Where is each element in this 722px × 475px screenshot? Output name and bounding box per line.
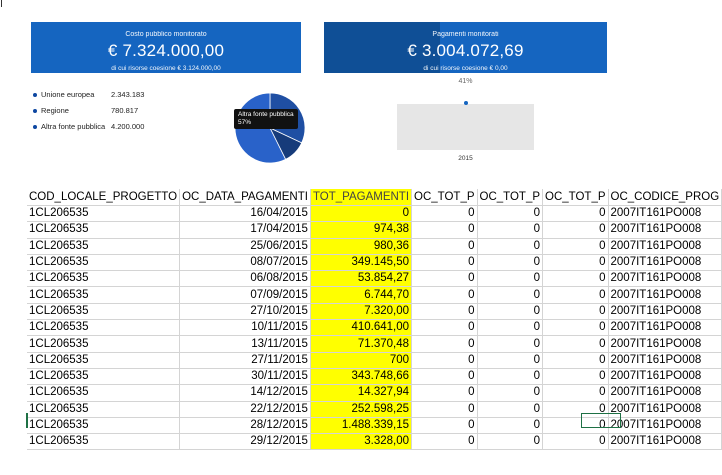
- payments-card-value: € 3.004.072,69: [407, 41, 524, 60]
- table-cell[interactable]: 0: [543, 271, 609, 287]
- column-header[interactable]: TOT_PAGAMENTI: [310, 189, 411, 206]
- payments-card: [324, 22, 607, 73]
- table-cell[interactable]: 700: [310, 352, 411, 368]
- table-cell[interactable]: 0: [477, 434, 543, 450]
- table-cell[interactable]: 0: [477, 336, 543, 352]
- payments-year-plot-area: [397, 104, 534, 150]
- table-cell[interactable]: 2007IT161PO008: [608, 401, 722, 417]
- table-row: [27, 222, 722, 238]
- table-cell[interactable]: 3.328,00: [310, 434, 411, 450]
- table-row: [27, 206, 722, 222]
- cost-card-title: Costo pubblico monitorato: [125, 31, 207, 38]
- tooltip-percent: 57%: [238, 119, 252, 126]
- pie-tooltip: [234, 109, 298, 129]
- table-cell[interactable]: 349.145,50: [310, 254, 411, 270]
- table-cell[interactable]: 10/11/2015: [180, 320, 311, 336]
- table-cell[interactable]: 0: [543, 320, 609, 336]
- table-cell[interactable]: 07/09/2015: [180, 287, 311, 303]
- table-cell[interactable]: 1CL206535: [27, 336, 180, 352]
- table-cell[interactable]: 0: [543, 434, 609, 450]
- column-header[interactable]: OC_CODICE_PROG: [608, 189, 722, 206]
- column-header[interactable]: OC_TOT_P: [477, 189, 543, 206]
- table-cell[interactable]: 1CL206535: [27, 368, 180, 384]
- table-cell[interactable]: 7.320,00: [310, 303, 411, 319]
- table-cell[interactable]: 1CL206535: [27, 417, 180, 433]
- legend-value: 2.343.183: [111, 90, 145, 99]
- table-cell[interactable]: 1CL206535: [27, 206, 180, 222]
- table-row: [27, 336, 722, 352]
- table-cell[interactable]: 0: [412, 352, 478, 368]
- payments-year-point[interactable]: [464, 101, 468, 105]
- payments-spreadsheet: [27, 189, 722, 450]
- row-marker: [26, 413, 28, 428]
- payments-percent: 41%: [458, 78, 473, 85]
- table-cell[interactable]: 0: [543, 238, 609, 254]
- table-cell[interactable]: 0: [477, 320, 543, 336]
- table-cell[interactable]: 2007IT161PO008: [608, 385, 722, 401]
- table-cell[interactable]: 0: [412, 417, 478, 433]
- table-row: [27, 368, 722, 384]
- table-cell[interactable]: 2007IT161PO008: [608, 222, 722, 238]
- table-cell[interactable]: 2007IT161PO008: [608, 417, 722, 433]
- table-cell[interactable]: 0: [543, 303, 609, 319]
- table-cell[interactable]: 0: [543, 385, 609, 401]
- table-cell[interactable]: 29/12/2015: [180, 434, 311, 450]
- table-cell[interactable]: 1CL206535: [27, 222, 180, 238]
- table-row: [27, 254, 722, 270]
- table-cell[interactable]: 0: [412, 287, 478, 303]
- cost-card-subtitle: di cui risorse coesione € 3.124.000,00: [111, 65, 221, 72]
- table-cell[interactable]: 6.744,70: [310, 287, 411, 303]
- table-cell[interactable]: 0: [412, 336, 478, 352]
- table-cell[interactable]: 252.598,25: [310, 401, 411, 417]
- table-cell[interactable]: 2007IT161PO008: [608, 434, 722, 450]
- payments-card-title: Pagamenti monitorati: [432, 31, 499, 38]
- table-cell[interactable]: 0: [477, 385, 543, 401]
- table-cell[interactable]: 0: [477, 417, 543, 433]
- table-cell[interactable]: 14/12/2015: [180, 385, 311, 401]
- table-cell[interactable]: 0: [477, 368, 543, 384]
- table-cell[interactable]: 0: [543, 368, 609, 384]
- table-cell[interactable]: 0: [477, 254, 543, 270]
- table-cell[interactable]: 1CL206535: [27, 287, 180, 303]
- legend-dot-icon: [33, 93, 37, 97]
- table-cell[interactable]: 25/06/2015: [180, 238, 311, 254]
- table-row: [27, 287, 722, 303]
- table-cell[interactable]: 1CL206535: [27, 352, 180, 368]
- table-cell[interactable]: 1.488.339,15: [310, 417, 411, 433]
- table-cell[interactable]: 53.854,27: [310, 271, 411, 287]
- table-cell[interactable]: 2007IT161PO008: [608, 336, 722, 352]
- table-cell[interactable]: 2007IT161PO008: [608, 254, 722, 270]
- header-row: [27, 189, 722, 206]
- table-row: [27, 352, 722, 368]
- table-cell[interactable]: 2007IT161PO008: [608, 287, 722, 303]
- table-cell[interactable]: 0: [543, 352, 609, 368]
- table-cell[interactable]: 0: [412, 385, 478, 401]
- table-cell[interactable]: 27/11/2015: [180, 352, 311, 368]
- table-cell[interactable]: 17/04/2015: [180, 222, 311, 238]
- table-row: [27, 238, 722, 254]
- table-cell[interactable]: 0: [412, 320, 478, 336]
- table-cell[interactable]: 2007IT161PO008: [608, 238, 722, 254]
- table-cell[interactable]: 2007IT161PO008: [608, 271, 722, 287]
- legend-dot-icon: [33, 109, 37, 113]
- table-cell[interactable]: 0: [477, 401, 543, 417]
- table-cell[interactable]: 0: [412, 222, 478, 238]
- table-row: [27, 320, 722, 336]
- column-header[interactable]: OC_DATA_PAGAMENTI: [180, 189, 311, 206]
- table-cell[interactable]: 22/12/2015: [180, 401, 311, 417]
- table-cell[interactable]: 2007IT161PO008: [608, 206, 722, 222]
- table-cell[interactable]: 27/10/2015: [180, 303, 311, 319]
- table-cell[interactable]: 1CL206535: [27, 401, 180, 417]
- table-cell[interactable]: 2007IT161PO008: [608, 352, 722, 368]
- table-cell[interactable]: 343.748,66: [310, 368, 411, 384]
- cost-card-value: € 7.324.000,00: [107, 41, 225, 60]
- column-header[interactable]: OC_TOT_P: [412, 189, 478, 206]
- table-cell[interactable]: 410.641,00: [310, 320, 411, 336]
- table-cell[interactable]: 1CL206535: [27, 271, 180, 287]
- table-cell[interactable]: 0: [477, 238, 543, 254]
- table-cell[interactable]: 0: [543, 401, 609, 417]
- table-cell[interactable]: 16/04/2015: [180, 206, 311, 222]
- payments-card-subtitle: di cui risorse coesione € 0,00: [423, 65, 508, 72]
- table-cell[interactable]: 30/11/2015: [180, 368, 311, 384]
- table-cell[interactable]: 14.327,94: [310, 385, 411, 401]
- table-cell[interactable]: 0: [543, 417, 609, 433]
- legend-value: 780.817: [111, 106, 139, 115]
- table-cell[interactable]: 1CL206535: [27, 320, 180, 336]
- table-row: [27, 385, 722, 401]
- table-cell[interactable]: 0: [543, 254, 609, 270]
- table-cell[interactable]: 0: [543, 206, 609, 222]
- table-row: [27, 434, 722, 450]
- column-header[interactable]: COD_LOCALE_PROGETTO: [27, 189, 180, 206]
- table-cell[interactable]: 0: [477, 352, 543, 368]
- text-cursor: [1, 0, 2, 7]
- tooltip-label: Altra fonte pubblica: [238, 111, 294, 118]
- selected-cell[interactable]: [581, 413, 621, 428]
- table-cell[interactable]: 0: [412, 238, 478, 254]
- table-cell[interactable]: 0: [412, 401, 478, 417]
- table-cell[interactable]: 0: [412, 303, 478, 319]
- table-cell[interactable]: 1CL206535: [27, 303, 180, 319]
- legend-label: Regione: [41, 106, 69, 115]
- column-header[interactable]: OC_TOT_P: [543, 189, 609, 206]
- legend-dot-icon: [33, 125, 37, 129]
- table-cell[interactable]: 13/11/2015: [180, 336, 311, 352]
- table-cell[interactable]: 0: [412, 434, 478, 450]
- year-tick-label: 2015: [458, 155, 473, 162]
- table-row: [27, 271, 722, 287]
- table-cell[interactable]: 0: [310, 206, 411, 222]
- table-cell[interactable]: 08/07/2015: [180, 254, 311, 270]
- table-cell[interactable]: 1CL206535: [27, 254, 180, 270]
- table-cell[interactable]: 974,38: [310, 222, 411, 238]
- legend-label: Altra fonte pubblica: [41, 122, 106, 131]
- table-cell[interactable]: 2007IT161PO008: [608, 303, 722, 319]
- table-cell[interactable]: 0: [543, 336, 609, 352]
- table-cell[interactable]: 0: [412, 368, 478, 384]
- table-cell[interactable]: 28/12/2015: [180, 417, 311, 433]
- table-cell[interactable]: 0: [412, 206, 478, 222]
- table-cell[interactable]: 0: [543, 287, 609, 303]
- table-cell[interactable]: 1CL206535: [27, 434, 180, 450]
- table-cell[interactable]: 71.370,48: [310, 336, 411, 352]
- legend-label: Unione europea: [41, 90, 95, 99]
- table-cell[interactable]: 980,36: [310, 238, 411, 254]
- cost-card: [31, 22, 301, 73]
- table-cell[interactable]: 0: [477, 271, 543, 287]
- table-cell[interactable]: 0: [543, 222, 609, 238]
- table-cell[interactable]: 0: [477, 303, 543, 319]
- table-cell[interactable]: 0: [412, 271, 478, 287]
- table-cell[interactable]: 0: [477, 222, 543, 238]
- table-cell[interactable]: 2007IT161PO008: [608, 368, 722, 384]
- table-cell[interactable]: 1CL206535: [27, 238, 180, 254]
- table-cell[interactable]: 0: [477, 206, 543, 222]
- table-cell[interactable]: 1CL206535: [27, 385, 180, 401]
- table-cell[interactable]: 2007IT161PO008: [608, 320, 722, 336]
- table-row: [27, 303, 722, 319]
- table-cell[interactable]: 0: [477, 287, 543, 303]
- table-cell[interactable]: 06/08/2015: [180, 271, 311, 287]
- legend-value: 4.200.000: [111, 122, 145, 131]
- table-cell[interactable]: 0: [412, 254, 478, 270]
